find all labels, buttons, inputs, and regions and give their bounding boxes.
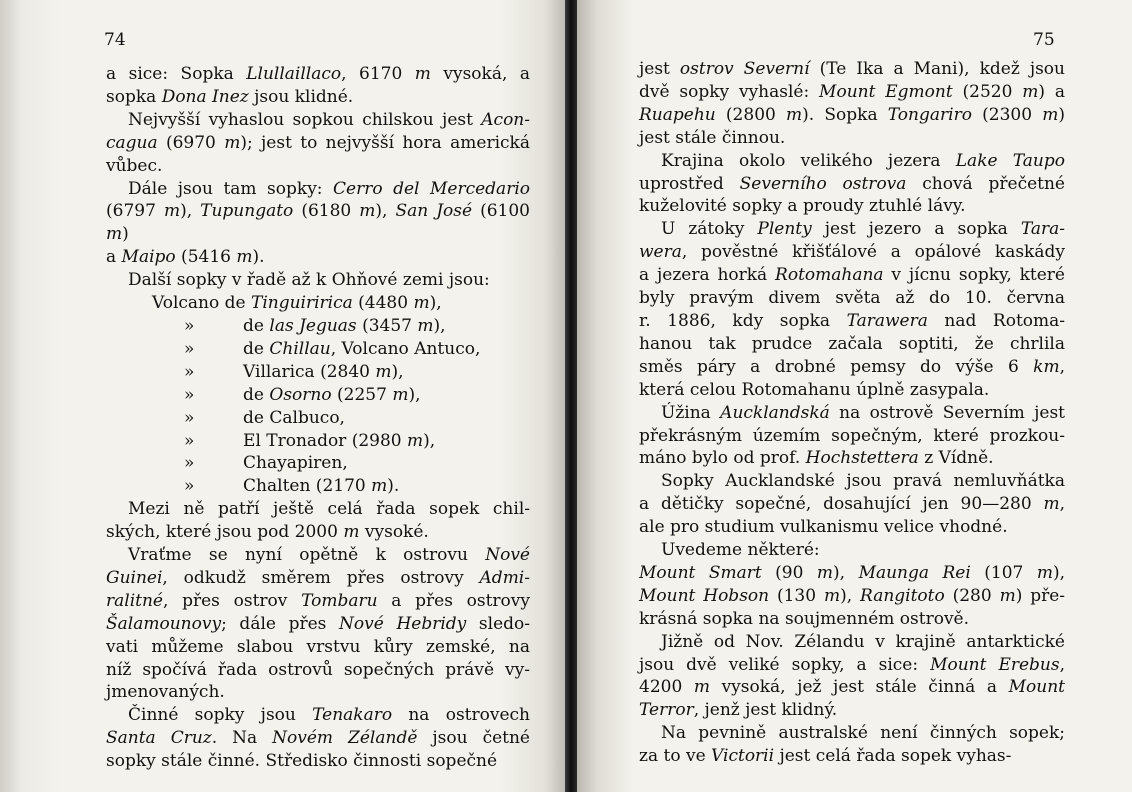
text-line: (6797 m), Tupungato (6180 m), San José (6100 m) bbox=[106, 201, 530, 245]
text-line: Úžina Aucklandská na ostrově Severním jest bbox=[661, 402, 1066, 423]
text-line: ských, které jsou pod 2000 m vysoké. bbox=[106, 522, 429, 543]
text-line: Nejvyšší vyhaslou sopkou chilskou jest Acon- bbox=[128, 109, 530, 130]
text-line: » de Osorno (2257 m), bbox=[184, 384, 421, 405]
right-page bbox=[577, 0, 1132, 792]
text-line: směs páry a drobné pemsy do výše 6 km, bbox=[639, 356, 1065, 377]
text-line: U zátoky Plenty jest jezero a sopka Tara- bbox=[661, 219, 1065, 240]
text-line: jsou dvě veliké sopky, a sice: Mount Erebus, bbox=[639, 654, 1065, 675]
text-line: » El Tronador (2980 m), bbox=[184, 430, 436, 451]
text-line: Sopky Aucklandské jsou pravá nemluvňátka bbox=[661, 471, 1065, 492]
text-line: a sice: Sopka Llullaillaco, 6170 m vysoká, a bbox=[106, 64, 530, 84]
text-line: Šalamounovy; dále přes Nové Hebridy sledo- bbox=[106, 613, 530, 634]
text-line: Volcano de Tinguiririca (4480 m), bbox=[152, 293, 442, 314]
text-line: » Chalten (2170 m). bbox=[184, 476, 400, 497]
page-number-left: 74 bbox=[104, 30, 126, 50]
text-line: wera, pověstné křišťálové a opálové kaskády bbox=[639, 242, 1065, 263]
text-line: Činné sopky jsou Tenakaro na ostrovech bbox=[128, 705, 530, 726]
text-line: sopky stále činné. Středisko činnosti sopečné bbox=[106, 751, 498, 772]
text-line: Na pevnině australské není činných sopek; bbox=[661, 723, 1065, 744]
text-line: Mezi ně patří ještě celá řada sopek chil- bbox=[128, 499, 530, 520]
text-line: Terror, jenž jest klidný. bbox=[639, 700, 838, 721]
text-line: Santa Cruz. Na Novém Zélandě jsou četné bbox=[106, 728, 530, 749]
left-page bbox=[0, 0, 565, 792]
text-line: Vraťme se nyní opětně k ostrovu Nové bbox=[128, 545, 530, 566]
text-line: jest stále činnou. bbox=[639, 127, 786, 148]
text-line: kuželovité sopky a proudy ztuhlé lávy. bbox=[639, 196, 966, 217]
text-line: Mount Hobson (130 m), Rangitoto (280 m) pře- bbox=[639, 585, 1066, 606]
text-line: byly pravým divem světa až do 10. června bbox=[639, 288, 1065, 309]
text-line: Dále jsou tam sopky: Cerro del Mercedario bbox=[128, 178, 530, 199]
text-line: Krajina okolo velikého jezera Lake Taupo bbox=[661, 150, 1065, 171]
text-line: Další sopky v řadě až k Ohňové zemi jsou: bbox=[128, 270, 490, 291]
text-line: sopka Dona Inez jsou klidné. bbox=[106, 86, 354, 107]
text-line: ralitné, přes ostrov Tombaru a přes ostrovy bbox=[106, 590, 530, 611]
text-line: a jezera horká Rotomahana v jícnu sopky, které bbox=[639, 265, 1065, 286]
text-line: » de las Jeguas (3457 m), bbox=[184, 315, 446, 336]
book-gutter bbox=[565, 0, 577, 792]
text-line: máno bylo od prof. Hochstettera z Vídně. bbox=[639, 448, 994, 469]
text-line: uprostřed Severního ostrova chová přečetné bbox=[639, 173, 1065, 194]
text-line: Jižně od Nov. Zélandu v krajině antarktické bbox=[661, 631, 1065, 652]
text-line: níž spočívá řada ostrovů sopečných právě vy- bbox=[106, 659, 530, 680]
text-line: a Maipo (5416 m). bbox=[106, 247, 265, 268]
text-line: vati můžeme slabou vrstvu kůry zemské, na bbox=[106, 636, 530, 657]
text-line: hanou tak prudce začala soptiti, že chrlila bbox=[639, 333, 1065, 354]
text-line: Mount Smart (90 m), Maunga Rei (107 m), bbox=[639, 562, 1065, 583]
text-line: r. 1886, kdy sopka Tarawera nad Rotoma- bbox=[639, 310, 1066, 331]
text-line: » de Calbuco, bbox=[184, 407, 345, 428]
text-line: vůbec. bbox=[106, 155, 163, 176]
text-line: a dětičky sopečné, dosahující jen 90—280 m, bbox=[639, 494, 1065, 515]
text-line: Ruapehu (2800 m). Sopka Tongariro (2300 m) bbox=[639, 104, 1065, 125]
text-line: » Villarica (2840 m), bbox=[184, 361, 404, 382]
text-line: Uvedeme některé: bbox=[661, 540, 820, 561]
text-line: krásná sopka na soujmenném ostrově. bbox=[639, 608, 970, 629]
text-line: za to ve Victorii jest celá řada sopek vyhas- bbox=[639, 746, 1012, 767]
text-line: Guinei, odkudž směrem přes ostrovy Admi- bbox=[106, 567, 530, 588]
right-page-text bbox=[639, 58, 1065, 768]
text-line: » de Chillau, Volcano Antuco, bbox=[184, 338, 481, 359]
text-line: jest ostrov Severní (Te Ika a Mani), kdež jsou bbox=[639, 59, 1065, 79]
text-line: která celou Rotomahanu úplně zasypala. bbox=[639, 379, 990, 400]
text-line: » Chayapiren, bbox=[184, 453, 348, 474]
text-line: cagua (6970 m); jest to nejvyšší hora americká bbox=[106, 132, 530, 153]
text-line: dvě sopky vyhaslé: Mount Egmont (2520 m) a bbox=[639, 81, 1065, 102]
text-line: 4200 m vysoká, jež jest stále činná a Mount bbox=[639, 677, 1065, 698]
text-line: překrásným územím sopečným, které prozkou- bbox=[639, 425, 1065, 446]
text-line: ale pro studium vulkanismu velice vhodné. bbox=[639, 517, 1008, 538]
text-line: jmenovaných. bbox=[106, 682, 225, 703]
left-page-text bbox=[106, 63, 530, 773]
page-number-right: 75 bbox=[1033, 30, 1055, 50]
